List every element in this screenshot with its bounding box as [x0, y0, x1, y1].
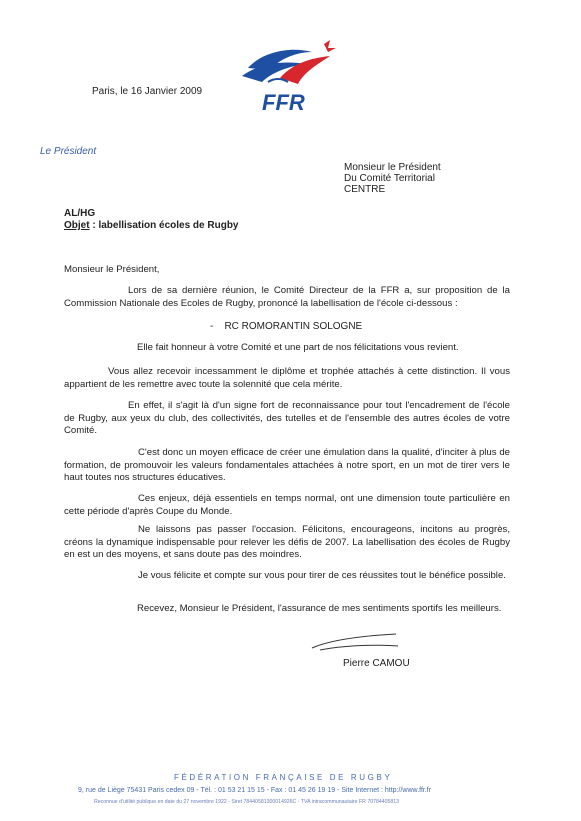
footer-address: 9, rue de Liège 75431 Paris cedex 09 - Tél. : 01 53 21 15 15 - Fax : 01 45 26 19 19 - Site Internet : http://www.ffr.fr: [78, 787, 432, 794]
recipient-block: [344, 162, 441, 195]
paragraph-1: Lors de sa dernière réunion, le Comité Directeur de la FFR a, sur proposition de la Commission Nationale des Ecoles de Rugby, prononcé la labellisation de l'école ci-dessous :: [64, 285, 510, 309]
paragraph-8: Je vous félicite et compte sur vous pour tirer de ces réussites tout le bénéfice possible.: [138, 570, 506, 581]
paragraph-7: Ne laissons pas passer l'occasion. Félicitons, encourageons, incitons au progrès, créons la dynamique indispensable pour relever les défis de 2007. La labellisation des écoles de Rugby en est un des moyens, et sans doute pas des moindres.: [64, 524, 510, 560]
sender-role: Le Président: [40, 146, 97, 157]
footer-organization: FÉDÉRATION FRANÇAISE DE RUGBY: [174, 773, 393, 782]
paragraph-9: Recevez, Monsieur le Président, l'assurance de mes sentiments sportifs les meilleurs.: [137, 603, 502, 614]
paragraph-3: Vous allez recevoir incessamment le diplôme et trophée attachés à cette distinction. Il vous appartient de les remettre avec toute la solennité que cela mérite.: [64, 366, 510, 390]
signer-name: Pierre CAMOU: [343, 658, 410, 669]
salutation: Monsieur le Président,: [64, 264, 160, 275]
object-text: : labellisation écoles de Rugby: [89, 220, 239, 231]
recipient-line-2: Du Comité Territorial: [344, 173, 435, 184]
reference-block: [64, 208, 239, 232]
reference-code: AL/HG: [64, 208, 96, 219]
logo-text: FFR: [262, 90, 305, 115]
ffr-logo: [240, 38, 338, 118]
paragraph-5: C'est donc un moyen efficace de créer une émulation dans la qualité, d'inciter à plus de formation, de promouvoir les valeurs fondamentales attachées à notre sport, en un mot de tirer vers le haut toutes nos structures éducatives.: [64, 447, 510, 483]
footer-legal: Reconnue d'utilité publique en date du 27 novembre 1922 - Siret 78440581300014926C - TVA intracommunautaire FR 70784405813: [94, 799, 400, 805]
club-name: - RC ROMORANTIN SOLOGNE: [210, 321, 363, 332]
paragraph-4: En effet, il s'agit là d'un signe fort de reconnaissance pour tout l'encadrement de l'école de Rugby, aux yeux du club, des collectivités, des tutelles et de l'ensemble des autres écoles de votre Comité.: [64, 400, 510, 436]
recipient-line-1: Monsieur le Président: [344, 162, 441, 173]
object-label: Objet: [64, 220, 90, 231]
paragraph-2: Elle fait honneur à votre Comité et une part de nos félicitations vous revient.: [137, 342, 459, 353]
letter-date: Paris, le 16 Janvier 2009: [92, 86, 203, 97]
signature: [310, 630, 400, 654]
object-line: [64, 220, 239, 232]
paragraph-6: Ces enjeux, déjà essentiels en temps normal, ont une dimension toute particulière en cette période d'après Coupe du Monde.: [64, 493, 510, 517]
recipient-line-3: CENTRE: [344, 184, 386, 195]
